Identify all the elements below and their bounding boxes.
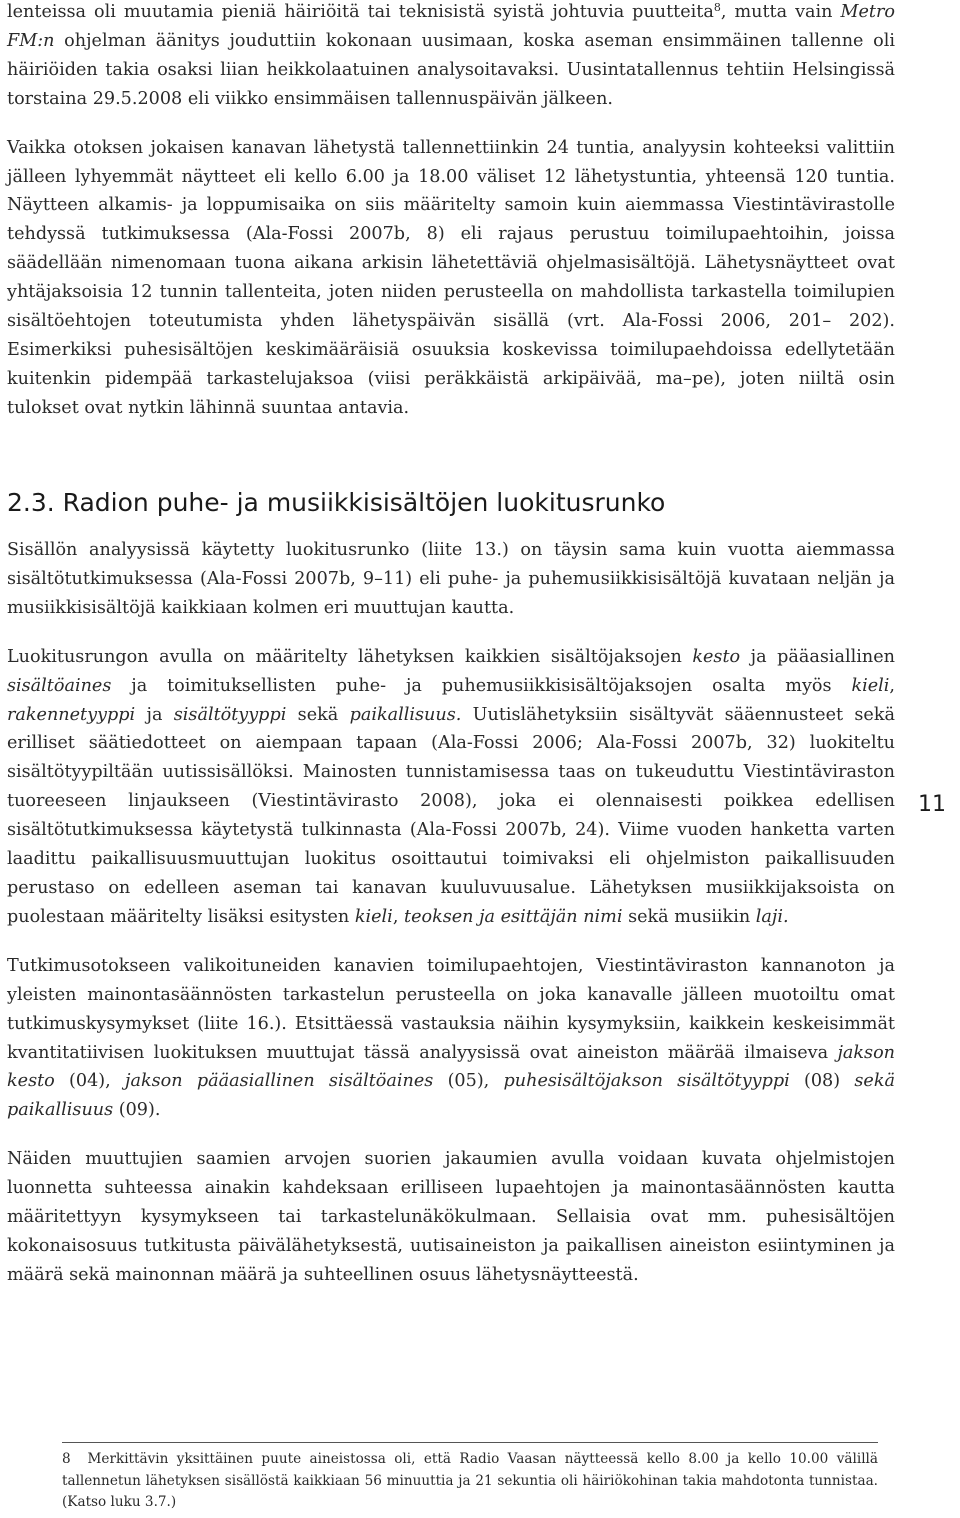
- italic-term: laji.: [755, 906, 789, 927]
- paragraph-gap: [7, 623, 895, 643]
- italic-term: teoksen ja esittäjän nimi: [404, 906, 623, 927]
- page-number: 11: [918, 792, 946, 817]
- footnote: [62, 1449, 878, 1514]
- text-run: , mutta vain: [720, 2, 841, 22]
- italic-term: jakson kesto: [7, 1042, 895, 1092]
- italic-term: jakson pääasiallinen sisältöaines: [125, 1071, 434, 1092]
- text-run: ja toimituksellisten puhe- ja puhemusiikkisisältöjaksojen osalta myös: [111, 675, 852, 696]
- text-run: sekä: [286, 704, 350, 725]
- text-run: lenteissa oli muutamia pieniä häiriöitä tai teknisistä syistä johtuvia puutteita: [7, 2, 714, 22]
- paragraph-recording-note: [7, 0, 895, 114]
- text-run: ja: [135, 704, 174, 725]
- text-run: ja pääasiallinen: [740, 646, 895, 667]
- text-run: (04),: [54, 1071, 126, 1092]
- text-run: (08): [789, 1071, 855, 1092]
- footnote-text: Merkittävin yksittäinen puute aineistossa oli, että Radio Vaasan näytteessä kello 8.00 ja kello 10.00 välillä tallennetun lähetyksen sisällöstä kaikkiaan 56 minuuttia ja 21 sekuntia oli häiriökohinan takia mahdotonta tunnistaa. (Katso luku 3.7.): [62, 1451, 878, 1510]
- italic-term: sisältöaines: [7, 675, 112, 696]
- footnote-divider: [62, 1442, 878, 1443]
- italic-term: kieli: [851, 675, 890, 696]
- italic-term: sisältötyyppi: [173, 704, 287, 725]
- paragraph-classification-frame: Sisällön analyysissä käytetty luokitusrunko (liite 13.) on täysin sama kuin vuotta aiemmassa sisältötutkimuksessa (Ala-Fossi 2007b, 9–11) eli puhe- ja puhemusiikkisisältöjä kuvataan neljän ja musiikkisisältöjä kaikkiaan kolmen eri muuttujan kautta.: [7, 540, 895, 618]
- italic-term: paikallisuus.: [349, 704, 462, 725]
- paragraph-research-questions: [7, 952, 895, 1125]
- text-run: ,: [392, 906, 404, 927]
- text-run: sekä musiikin: [622, 906, 756, 927]
- italic-term: Metro FM:n: [7, 2, 895, 51]
- paragraph-gap: [7, 114, 895, 134]
- text-run: Uutislähetyksiin sisältyvät sääennusteet sekä erilliset säätiedotteet on aiempaan tapaan (Ala-Fossi 2006; Ala-Fossi 2007b, 32) luokiteltu sisältötyypiltään uutissisällöksi. Mainosten tunnistamisessa taas on tukeuduttu Viestintäviraston tuoreeseen linjaukseen (Viestintävirasto 2008), joka ei olennaisesti poikkea edellisen sisältötutkimuksessa käytetystä tulkinnasta (Ala-Fossi 2007b, 24). Viime vuoden hanketta varten laadittu paikallisuusmuuttujan luokitus osoittautui toimivaksi eli ohjelmiston paikallisuuden perustaso on edelleen aseman tai kanavan kuuluvuusalue. Lähetyksen musiikkijaksoista on puolestaan määritelty lisäksi esitysten: [7, 704, 895, 927]
- text-run: Luokitusrungon avulla on määritelty lähetyksen kaikkien sisältöjaksojen: [7, 646, 693, 667]
- italic-term: kieli: [354, 906, 393, 927]
- text-run: ohjelman äänitys jouduttiin kokonaan uusimaan, koska aseman ensimmäinen tallenne oli häiriöiden takia osaksi liian heikkolaatuinen analysoitavaksi. Uusintatallennus tehtiin Helsingissä torstaina 29.5.2008 eli viikko ensimmäisen tallennuspäivän jälkeen.: [7, 30, 895, 109]
- footnote-number: 8: [62, 1451, 71, 1467]
- footnote-ref[interactable]: 8: [713, 1, 721, 14]
- paragraph-variables: [7, 643, 895, 932]
- section-heading: 2.3. Radion puhe- ja musiikkisisältöjen luokitusrunko: [7, 488, 666, 517]
- italic-term: sekä paikallisuus: [7, 1071, 895, 1121]
- paragraph-sample-period: Vaikka otoksen jokaisen kanavan lähetystä tallennettiinkin 24 tuntia, analyysin kohteeksi valittiin jälleen lyhyemmät näytteet eli kello 6.00 ja 18.00 väliset 12 lähetystuntia, yhteensä 120 tuntia. Näytteen alkamis- ja loppumisaika on siis määritelty samoin kuin aiemmassa Viestintävirastolle tehdyssä tutkimuksessa (Ala-Fossi 2007b, 8) eli rajaus perustuu toimilupaehtoihin, joissa säädellään nimenomaan tuona aikana arkisin lähetettäviä ohjelmasisältöjä. Lähetysnäytteet ovat yhtäjaksoisia 12 tunnin tallenteita, joten niiden perusteella on mahdollista tarkastella toimilupien sisältöehtojen toteutumista yhden lähetyspäivän sisällä (vrt. Ala-Fossi 2006, 201– 202). Esimerkiksi puhesisältöjen keskimääräisiä osuuksia koskevissa toimilupaehdoissa edellytetään kuitenkin pidempää tarkastelujaksoa (viisi peräkkäistä arkipäivää, ma–pe), joten niiltä osin tulokset ovat nytkin lähinnä suuntaa antavia.: [7, 137, 895, 418]
- text-run: ,: [889, 675, 895, 696]
- body-text-top: [7, 0, 895, 423]
- italic-term: kesto: [692, 646, 741, 667]
- paragraph-distributions: Näiden muuttujien saamien arvojen suorien jakaumien avulla voidaan kuvata ohjelmistojen luonnetta suhteessa ainakin kahdeksaan erilliseen lupaehtojen ja mainontasäännösten kautta määritettyyn kysymykseen tai tarkastelunäkökulmaan. Sellaisia ovat mm. puhesisältöjen kokonaisosuus tutkitusta päivälähetyksestä, uutisaineiston ja paikallisen aineiston esiintyminen ja määrä sekä mainonnan määrä ja suhteellinen osuus lähetysnäytteestä.: [7, 1149, 895, 1285]
- text-run: (09).: [113, 1100, 161, 1121]
- italic-term: puhesisältöjakson sisältötyyppi: [503, 1071, 790, 1092]
- body-text-section: [7, 536, 895, 1290]
- italic-term: rakennetyyppi: [7, 704, 136, 725]
- paragraph-gap: [7, 1125, 895, 1145]
- text-run: (05),: [433, 1071, 504, 1092]
- paragraph-gap: [7, 932, 895, 952]
- text-run: Tutkimusotokseen valikoituneiden kanavien toimilupaehtojen, Viestintäviraston kannanoton ja yleisten mainontasäännösten tarkastelun perusteella on joka kanavalle jälleen muotoiltu omat tutkimuskysymykset (liite 16.). Etsittäessä vastauksia näihin kysymyksiin, kaikkein keskeisimmät kvantitatiivisen luokituksen muuttujat tässä analyysissä ovat aineiston määrää ilmaiseva: [7, 955, 895, 1063]
